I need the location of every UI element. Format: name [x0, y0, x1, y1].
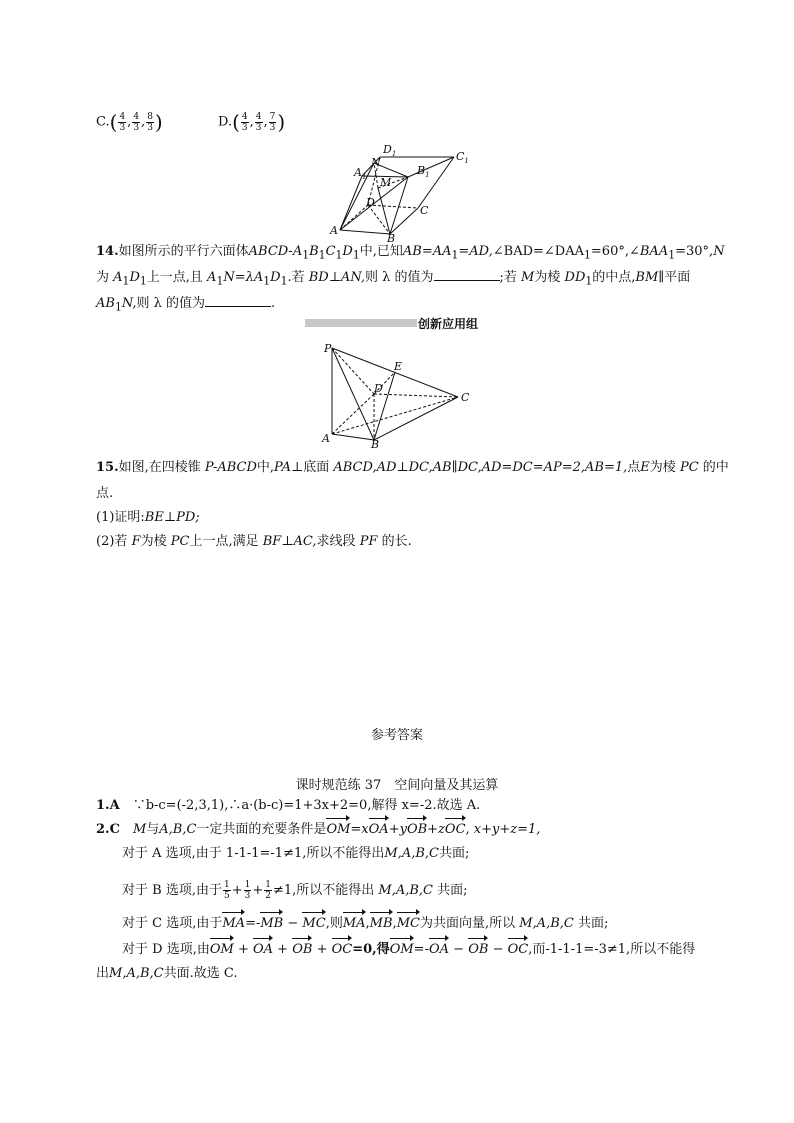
q14-line1: 14.如图所示的平行六面体ABCD-$A_1B_1C_1D_1$中,已知$AB=AA_1=AD,\angle BAD=\angle DAA_1=60^\circ,\angle BAA_1=30^\circ,N$	[96, 244, 725, 262]
answer-2-line1: 2.C M与A,B,C一定共面的充要条件是OM=xOA+yOB+zOC, x+y+z=1,	[96, 820, 540, 840]
label-M: M	[380, 176, 392, 189]
label-E: E	[394, 360, 403, 373]
label-C1: $C_1$	[456, 150, 469, 165]
answer-2-line2: 对于 A 选项,由于 1-1-1=-1≠1,所以不能得出M,A,B,C共面;	[122, 846, 470, 861]
answer-2-line4: 对于 C 选项,由于MA=-MB − MC,则MA,MB,MC为共面向量,所以 M,A,B,C 共面;	[122, 914, 608, 934]
answer-1: 1.A ∵b-c=(-2,3,1),∴a·(b-c)=1+3x+2=0,解得 x=-2.故选 A.	[96, 798, 481, 813]
label-C2: C	[461, 391, 470, 404]
parallelepiped-figure	[320, 142, 480, 242]
answer-2-line5: 对于 D 选项,由OM + OA + OB + OC=0,得OM=-OA − OB − OC,而-1-1-1=-3≠1,所以不能得	[122, 940, 695, 960]
answer-blank-2	[205, 294, 271, 307]
section-bar	[305, 319, 417, 327]
pyramid-figure	[318, 340, 478, 448]
label-C: C	[420, 204, 429, 217]
label-B: B	[387, 232, 396, 242]
option-c: C.( $\frac{4}{3}$ , $\frac{4}{3}$ , $\frac{8}{3}$ )	[96, 110, 163, 134]
answers-title: 参考答案	[370, 728, 423, 743]
label-B1: $B_1$	[417, 164, 430, 179]
q15-line2: 点.	[96, 486, 114, 501]
label-A: A	[330, 224, 338, 237]
option-d-label: D.	[218, 114, 233, 130]
q14-line2: 为 $A_1D_1$上一点,且 $A_1N=\lambda A_1D_1$.若 BD⊥AN,则 λ 的值为 ;若 M为棱 $DD_1$的中点,BM∥平面	[96, 270, 691, 288]
label-P: P	[324, 342, 332, 355]
answers-subtitle: 课时规范练 37 空间向量及其运算	[295, 778, 499, 793]
q15-part2: (2)若 F为棱 PC上一点,满足 BF⊥AC,求线段 PF 的长.	[96, 534, 412, 549]
q15-line1: 15.如图,在四棱锥 P-ABCD中,PA⊥底面 ABCD,AD⊥DC,AB∥DC,AD=DC=AP=2,AB=1,点E为棱 PC 的中	[96, 460, 729, 475]
section-title: 创新应用组	[418, 317, 479, 331]
q15-part1: (1)证明:BE⊥PD;	[96, 510, 200, 525]
answer-2-line6: 出M,A,B,C共面.故选 C.	[96, 966, 238, 981]
option-c-label: C.	[96, 114, 110, 130]
answer-2-line3: 对于 B 选项,由于 $\frac{1}{5}$ + $\frac{1}{3}$ + $\frac{1}{2}$ ≠1,所以不能得出 M,A,B,C 共面;	[122, 880, 468, 901]
label-D: D	[366, 196, 375, 209]
q14-line3: $AB_1N$,则 λ 的值为 .	[96, 296, 276, 314]
option-d: D.( $\frac{4}{3}$ , $\frac{4}{3}$ , $\frac{7}{3}$ )	[218, 110, 286, 134]
label-N: N	[371, 156, 381, 169]
label-D2: D	[374, 382, 383, 395]
label-D1: $D_1$	[383, 143, 397, 158]
answer-blank-1	[434, 268, 500, 281]
label-A1: $A_1$	[354, 166, 367, 181]
label-B2: B	[371, 438, 380, 448]
label-A2: A	[322, 432, 330, 445]
